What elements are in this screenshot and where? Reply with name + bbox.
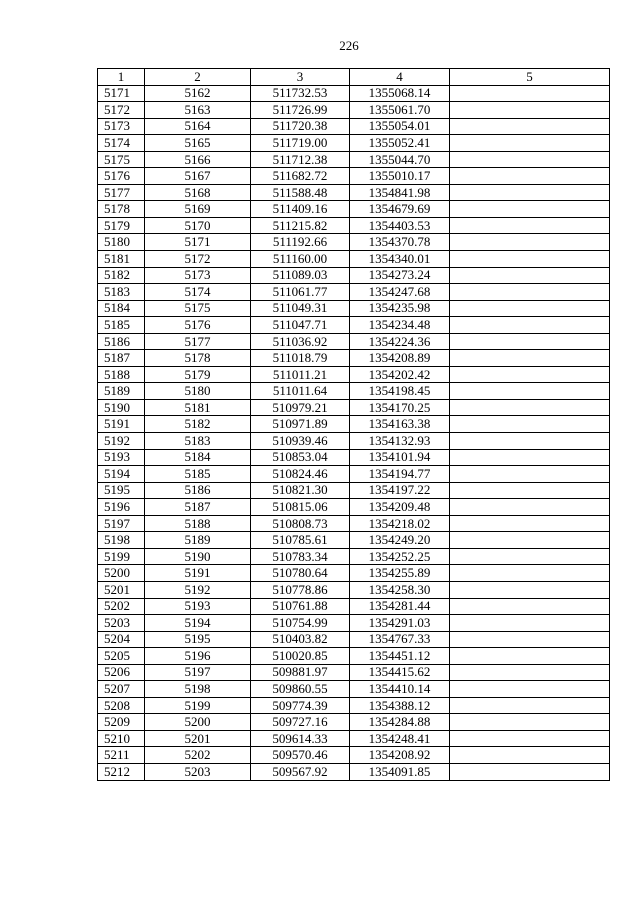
y-coordinate-cell: 1354281.44 (350, 598, 450, 615)
point-number-cell: 5193 (98, 449, 145, 466)
x-coordinate-cell: 511726.99 (251, 102, 350, 119)
table-row (98, 581, 610, 598)
point-number-cell: 5203 (98, 615, 145, 632)
reference-number-cell: 5199 (145, 697, 251, 714)
notes-cell (450, 217, 610, 234)
reference-number-cell: 5186 (145, 482, 251, 499)
table-row (98, 102, 610, 119)
y-coordinate-cell: 1354208.92 (350, 747, 450, 764)
notes-cell (450, 135, 610, 152)
x-coordinate-cell: 509570.46 (251, 747, 350, 764)
reference-number-cell: 5179 (145, 366, 251, 383)
x-coordinate-cell: 509774.39 (251, 697, 350, 714)
notes-cell (450, 747, 610, 764)
y-coordinate-cell: 1354235.98 (350, 300, 450, 317)
notes-cell (450, 383, 610, 400)
x-coordinate-cell: 511018.79 (251, 350, 350, 367)
reference-number-cell: 5191 (145, 565, 251, 582)
table-row (98, 648, 610, 665)
table-row (98, 466, 610, 483)
point-number-cell: 5177 (98, 184, 145, 201)
notes-cell (450, 548, 610, 565)
point-number-cell: 5204 (98, 631, 145, 648)
point-number-cell: 5208 (98, 697, 145, 714)
table-body (98, 85, 610, 780)
table-row (98, 664, 610, 681)
point-number-cell: 5195 (98, 482, 145, 499)
x-coordinate-cell: 511588.48 (251, 184, 350, 201)
table-row (98, 615, 610, 632)
notes-cell (450, 449, 610, 466)
notes-cell (450, 168, 610, 185)
x-coordinate-cell: 510971.89 (251, 416, 350, 433)
point-number-cell: 5206 (98, 664, 145, 681)
reference-number-cell: 5181 (145, 399, 251, 416)
reference-number-cell: 5198 (145, 681, 251, 698)
notes-cell (450, 499, 610, 516)
table-header-row (98, 69, 610, 86)
point-number-cell: 5209 (98, 714, 145, 731)
y-coordinate-cell: 1354132.93 (350, 433, 450, 450)
notes-cell (450, 664, 610, 681)
y-coordinate-cell: 1354415.62 (350, 664, 450, 681)
point-number-cell: 5180 (98, 234, 145, 251)
y-coordinate-cell: 1354255.89 (350, 565, 450, 582)
table-row (98, 118, 610, 135)
table-row (98, 383, 610, 400)
notes-cell (450, 532, 610, 549)
table-row (98, 532, 610, 549)
y-coordinate-cell: 1354248.41 (350, 730, 450, 747)
point-number-cell: 5173 (98, 118, 145, 135)
x-coordinate-cell: 509881.97 (251, 664, 350, 681)
reference-number-cell: 5185 (145, 466, 251, 483)
reference-number-cell: 5202 (145, 747, 251, 764)
table-row (98, 399, 610, 416)
x-coordinate-cell: 510020.85 (251, 648, 350, 665)
notes-cell (450, 267, 610, 284)
table-row (98, 433, 610, 450)
table-row (98, 284, 610, 301)
point-number-cell: 5199 (98, 548, 145, 565)
table-row (98, 85, 610, 102)
notes-cell (450, 251, 610, 268)
notes-cell (450, 433, 610, 450)
y-coordinate-cell: 1355052.41 (350, 135, 450, 152)
x-coordinate-cell: 509860.55 (251, 681, 350, 698)
reference-number-cell: 5168 (145, 184, 251, 201)
y-coordinate-cell: 1354284.88 (350, 714, 450, 731)
y-coordinate-cell: 1355068.14 (350, 85, 450, 102)
y-coordinate-cell: 1354388.12 (350, 697, 450, 714)
reference-number-cell: 5162 (145, 85, 251, 102)
x-coordinate-cell: 510785.61 (251, 532, 350, 549)
notes-cell (450, 300, 610, 317)
y-coordinate-cell: 1354340.01 (350, 251, 450, 268)
notes-cell (450, 184, 610, 201)
notes-cell (450, 118, 610, 135)
y-coordinate-cell: 1354410.14 (350, 681, 450, 698)
x-coordinate-cell: 510853.04 (251, 449, 350, 466)
page-number: 226 (339, 38, 359, 53)
y-coordinate-cell: 1354679.69 (350, 201, 450, 218)
reference-number-cell: 5166 (145, 151, 251, 168)
table-row (98, 168, 610, 185)
table-row (98, 201, 610, 218)
point-number-cell: 5192 (98, 433, 145, 450)
reference-number-cell: 5170 (145, 217, 251, 234)
point-number-cell: 5178 (98, 201, 145, 218)
x-coordinate-cell: 510403.82 (251, 631, 350, 648)
x-coordinate-cell: 511036.92 (251, 333, 350, 350)
x-coordinate-cell: 511682.72 (251, 168, 350, 185)
x-coordinate-cell: 511047.71 (251, 317, 350, 334)
point-number-cell: 5174 (98, 135, 145, 152)
x-coordinate-cell: 510815.06 (251, 499, 350, 516)
reference-number-cell: 5175 (145, 300, 251, 317)
y-coordinate-cell: 1354249.20 (350, 532, 450, 549)
x-coordinate-cell: 511409.16 (251, 201, 350, 218)
reference-number-cell: 5165 (145, 135, 251, 152)
x-coordinate-cell: 510979.21 (251, 399, 350, 416)
x-coordinate-cell: 509567.92 (251, 763, 350, 780)
reference-number-cell: 5194 (145, 615, 251, 632)
notes-cell (450, 648, 610, 665)
y-coordinate-cell: 1354218.02 (350, 515, 450, 532)
reference-number-cell: 5189 (145, 532, 251, 549)
notes-cell (450, 366, 610, 383)
reference-number-cell: 5172 (145, 251, 251, 268)
table-row (98, 482, 610, 499)
point-number-cell: 5211 (98, 747, 145, 764)
point-number-cell: 5194 (98, 466, 145, 483)
reference-number-cell: 5192 (145, 581, 251, 598)
reference-number-cell: 5184 (145, 449, 251, 466)
point-number-cell: 5202 (98, 598, 145, 615)
point-number-cell: 5187 (98, 350, 145, 367)
point-number-cell: 5171 (98, 85, 145, 102)
y-coordinate-cell: 1354451.12 (350, 648, 450, 665)
reference-number-cell: 5178 (145, 350, 251, 367)
y-coordinate-cell: 1354258.30 (350, 581, 450, 598)
point-number-cell: 5185 (98, 317, 145, 334)
reference-number-cell: 5163 (145, 102, 251, 119)
y-coordinate-cell: 1354370.78 (350, 234, 450, 251)
table-row (98, 763, 610, 780)
x-coordinate-cell: 511192.66 (251, 234, 350, 251)
y-coordinate-cell: 1354208.89 (350, 350, 450, 367)
notes-cell (450, 284, 610, 301)
table-row (98, 300, 610, 317)
y-coordinate-cell: 1354198.45 (350, 383, 450, 400)
notes-cell (450, 102, 610, 119)
reference-number-cell: 5182 (145, 416, 251, 433)
x-coordinate-cell: 511712.38 (251, 151, 350, 168)
point-number-cell: 5176 (98, 168, 145, 185)
notes-cell (450, 201, 610, 218)
reference-number-cell: 5203 (145, 763, 251, 780)
table-row (98, 631, 610, 648)
notes-cell (450, 350, 610, 367)
reference-number-cell: 5183 (145, 433, 251, 450)
point-number-cell: 5212 (98, 763, 145, 780)
y-coordinate-cell: 1354234.48 (350, 317, 450, 334)
point-number-cell: 5179 (98, 217, 145, 234)
table-row (98, 499, 610, 516)
y-coordinate-cell: 1354197.22 (350, 482, 450, 499)
x-coordinate-cell: 511011.64 (251, 383, 350, 400)
x-coordinate-cell: 510824.46 (251, 466, 350, 483)
notes-cell (450, 581, 610, 598)
table-row (98, 697, 610, 714)
notes-cell (450, 482, 610, 499)
table-row (98, 730, 610, 747)
coordinates-table (97, 68, 610, 781)
y-coordinate-cell: 1354101.94 (350, 449, 450, 466)
x-coordinate-cell: 510821.30 (251, 482, 350, 499)
x-coordinate-cell: 511061.77 (251, 284, 350, 301)
table-row (98, 416, 610, 433)
point-number-cell: 5175 (98, 151, 145, 168)
y-coordinate-cell: 1354247.68 (350, 284, 450, 301)
point-number-cell: 5197 (98, 515, 145, 532)
column-header: 3 (251, 69, 350, 86)
x-coordinate-cell: 511719.00 (251, 135, 350, 152)
reference-number-cell: 5169 (145, 201, 251, 218)
y-coordinate-cell: 1354170.25 (350, 399, 450, 416)
notes-cell (450, 697, 610, 714)
y-coordinate-cell: 1354252.25 (350, 548, 450, 565)
point-number-cell: 5210 (98, 730, 145, 747)
table-row (98, 234, 610, 251)
x-coordinate-cell: 510778.86 (251, 581, 350, 598)
point-number-cell: 5207 (98, 681, 145, 698)
reference-number-cell: 5188 (145, 515, 251, 532)
x-coordinate-cell: 510808.73 (251, 515, 350, 532)
x-coordinate-cell: 511160.00 (251, 251, 350, 268)
notes-cell (450, 730, 610, 747)
x-coordinate-cell: 510780.64 (251, 565, 350, 582)
notes-cell (450, 714, 610, 731)
table-row (98, 565, 610, 582)
notes-cell (450, 333, 610, 350)
column-header: 4 (350, 69, 450, 86)
y-coordinate-cell: 1354403.53 (350, 217, 450, 234)
notes-cell (450, 85, 610, 102)
point-number-cell: 5196 (98, 499, 145, 516)
point-number-cell: 5198 (98, 532, 145, 549)
point-number-cell: 5188 (98, 366, 145, 383)
point-number-cell: 5172 (98, 102, 145, 119)
point-number-cell: 5181 (98, 251, 145, 268)
reference-number-cell: 5201 (145, 730, 251, 747)
table-row (98, 747, 610, 764)
point-number-cell: 5189 (98, 383, 145, 400)
table-row (98, 681, 610, 698)
table-row (98, 317, 610, 334)
y-coordinate-cell: 1355061.70 (350, 102, 450, 119)
x-coordinate-cell: 510939.46 (251, 433, 350, 450)
table-row (98, 548, 610, 565)
reference-number-cell: 5193 (145, 598, 251, 615)
table-row (98, 217, 610, 234)
y-coordinate-cell: 1354273.24 (350, 267, 450, 284)
table-row (98, 366, 610, 383)
reference-number-cell: 5171 (145, 234, 251, 251)
notes-cell (450, 151, 610, 168)
notes-cell (450, 317, 610, 334)
notes-cell (450, 763, 610, 780)
x-coordinate-cell: 509614.33 (251, 730, 350, 747)
point-number-cell: 5205 (98, 648, 145, 665)
y-coordinate-cell: 1354091.85 (350, 763, 450, 780)
x-coordinate-cell: 511720.38 (251, 118, 350, 135)
notes-cell (450, 234, 610, 251)
column-header: 1 (98, 69, 145, 86)
point-number-cell: 5200 (98, 565, 145, 582)
point-number-cell: 5191 (98, 416, 145, 433)
reference-number-cell: 5173 (145, 267, 251, 284)
reference-number-cell: 5164 (145, 118, 251, 135)
point-number-cell: 5186 (98, 333, 145, 350)
notes-cell (450, 565, 610, 582)
notes-cell (450, 598, 610, 615)
notes-cell (450, 631, 610, 648)
y-coordinate-cell: 1355044.70 (350, 151, 450, 168)
reference-number-cell: 5195 (145, 631, 251, 648)
table-row (98, 135, 610, 152)
x-coordinate-cell: 509727.16 (251, 714, 350, 731)
table-row (98, 151, 610, 168)
y-coordinate-cell: 1354194.77 (350, 466, 450, 483)
x-coordinate-cell: 511089.03 (251, 267, 350, 284)
point-number-cell: 5182 (98, 267, 145, 284)
point-number-cell: 5183 (98, 284, 145, 301)
y-coordinate-cell: 1354224.36 (350, 333, 450, 350)
column-header: 2 (145, 69, 251, 86)
reference-number-cell: 5180 (145, 383, 251, 400)
y-coordinate-cell: 1355054.01 (350, 118, 450, 135)
y-coordinate-cell: 1354767.33 (350, 631, 450, 648)
notes-cell (450, 681, 610, 698)
table-row (98, 449, 610, 466)
point-number-cell: 5190 (98, 399, 145, 416)
notes-cell (450, 416, 610, 433)
y-coordinate-cell: 1355010.17 (350, 168, 450, 185)
table-row (98, 515, 610, 532)
y-coordinate-cell: 1354163.38 (350, 416, 450, 433)
x-coordinate-cell: 511011.21 (251, 366, 350, 383)
reference-number-cell: 5167 (145, 168, 251, 185)
table-row (98, 251, 610, 268)
table-row (98, 184, 610, 201)
table-row (98, 350, 610, 367)
reference-number-cell: 5200 (145, 714, 251, 731)
reference-number-cell: 5174 (145, 284, 251, 301)
reference-number-cell: 5197 (145, 664, 251, 681)
x-coordinate-cell: 511049.31 (251, 300, 350, 317)
notes-cell (450, 615, 610, 632)
reference-number-cell: 5196 (145, 648, 251, 665)
point-number-cell: 5201 (98, 581, 145, 598)
x-coordinate-cell: 510761.88 (251, 598, 350, 615)
y-coordinate-cell: 1354291.03 (350, 615, 450, 632)
reference-number-cell: 5187 (145, 499, 251, 516)
notes-cell (450, 399, 610, 416)
table-row (98, 598, 610, 615)
point-number-cell: 5184 (98, 300, 145, 317)
reference-number-cell: 5177 (145, 333, 251, 350)
table-row (98, 333, 610, 350)
column-header: 5 (450, 69, 610, 86)
x-coordinate-cell: 510783.34 (251, 548, 350, 565)
y-coordinate-cell: 1354209.48 (350, 499, 450, 516)
notes-cell (450, 515, 610, 532)
notes-cell (450, 466, 610, 483)
table-row (98, 714, 610, 731)
reference-number-cell: 5176 (145, 317, 251, 334)
table-row (98, 267, 610, 284)
x-coordinate-cell: 511732.53 (251, 85, 350, 102)
x-coordinate-cell: 511215.82 (251, 217, 350, 234)
reference-number-cell: 5190 (145, 548, 251, 565)
y-coordinate-cell: 1354202.42 (350, 366, 450, 383)
x-coordinate-cell: 510754.99 (251, 615, 350, 632)
y-coordinate-cell: 1354841.98 (350, 184, 450, 201)
